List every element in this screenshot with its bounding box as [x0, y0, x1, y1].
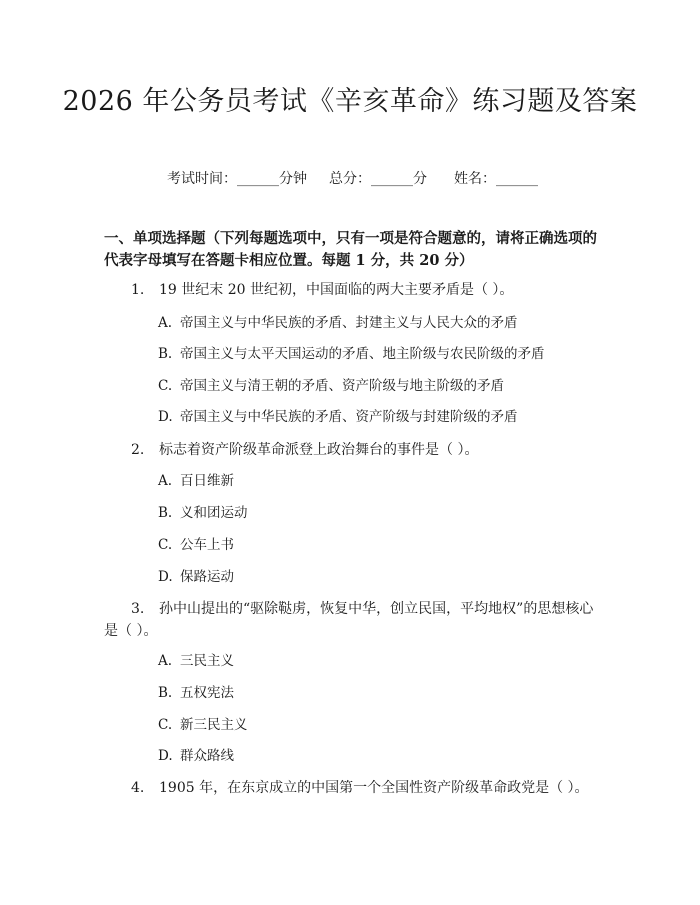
- option-letter: B.: [158, 685, 173, 701]
- option-letter: C.: [158, 717, 173, 733]
- exam-info-line: [0, 168, 700, 188]
- question-number: 3.: [131, 601, 145, 617]
- option-text: 帝国主义与中华民族的矛盾、封建主义与人民大众的矛盾: [180, 315, 518, 331]
- document-title: 2026 年公务员考试《辛亥革命》练习题及答案: [62, 86, 638, 117]
- exam-time-field: 考试时间：______分钟: [167, 171, 307, 187]
- section-heading: 一、单项选择题（下列每题选项中，只有一项是符合题意的，请将正确选项的代表字母填写在答题卡相应位置。每题 1 分，共 20 分）: [104, 230, 597, 269]
- option-letter: D.: [158, 748, 173, 764]
- option-text: 帝国主义与太平天国运动的矛盾、地主阶级与农民阶级的矛盾: [180, 346, 545, 362]
- option-letter: A.: [158, 653, 173, 669]
- option-text: 新三民主义: [180, 717, 248, 733]
- option-letter: B.: [158, 505, 173, 521]
- question-text: 标志着资产阶级革命派登上政治舞台的事件是（ ）。: [159, 442, 479, 458]
- option-letter: A.: [158, 473, 173, 489]
- question-text: 19 世纪末 20 世纪初，中国面临的两大主要矛盾是（ ）。: [159, 282, 514, 298]
- option-letter: D.: [158, 569, 173, 585]
- option-letter: A.: [158, 315, 173, 331]
- option-text: 三民主义: [180, 653, 234, 669]
- total-score-field: 总分：______分: [329, 171, 427, 187]
- option-letter: C.: [158, 378, 173, 394]
- option-text: 义和团运动: [180, 505, 248, 521]
- question-text: 孙中山提出的“驱除鞑虏，恢复中华，创立民国，平均地权”的思想核心是（ ）。: [104, 601, 594, 639]
- option-letter: C.: [158, 537, 173, 553]
- question-number: 4.: [131, 780, 145, 796]
- option-text: 百日维新: [180, 473, 234, 489]
- option-text: 帝国主义与中华民族的矛盾、资产阶级与封建阶级的矛盾: [180, 409, 518, 425]
- option-text: 公车上书: [180, 537, 234, 553]
- option-text: 五权宪法: [180, 685, 234, 701]
- question-number: 1.: [131, 282, 145, 298]
- option-text: 保路运动: [180, 569, 234, 585]
- question-3: [104, 598, 599, 642]
- option-text: 群众路线: [180, 748, 234, 764]
- question-text: 1905 年，在东京成立的中国第一个全国性资产阶级革命政党是（ ）。: [159, 780, 589, 796]
- option-text: 帝国主义与清王朝的矛盾、资产阶级与地主阶级的矛盾: [180, 378, 504, 394]
- name-field: 姓名：______: [454, 171, 538, 187]
- question-number: 2.: [131, 442, 145, 458]
- option-letter: D.: [158, 409, 173, 425]
- option-letter: B.: [158, 346, 173, 362]
